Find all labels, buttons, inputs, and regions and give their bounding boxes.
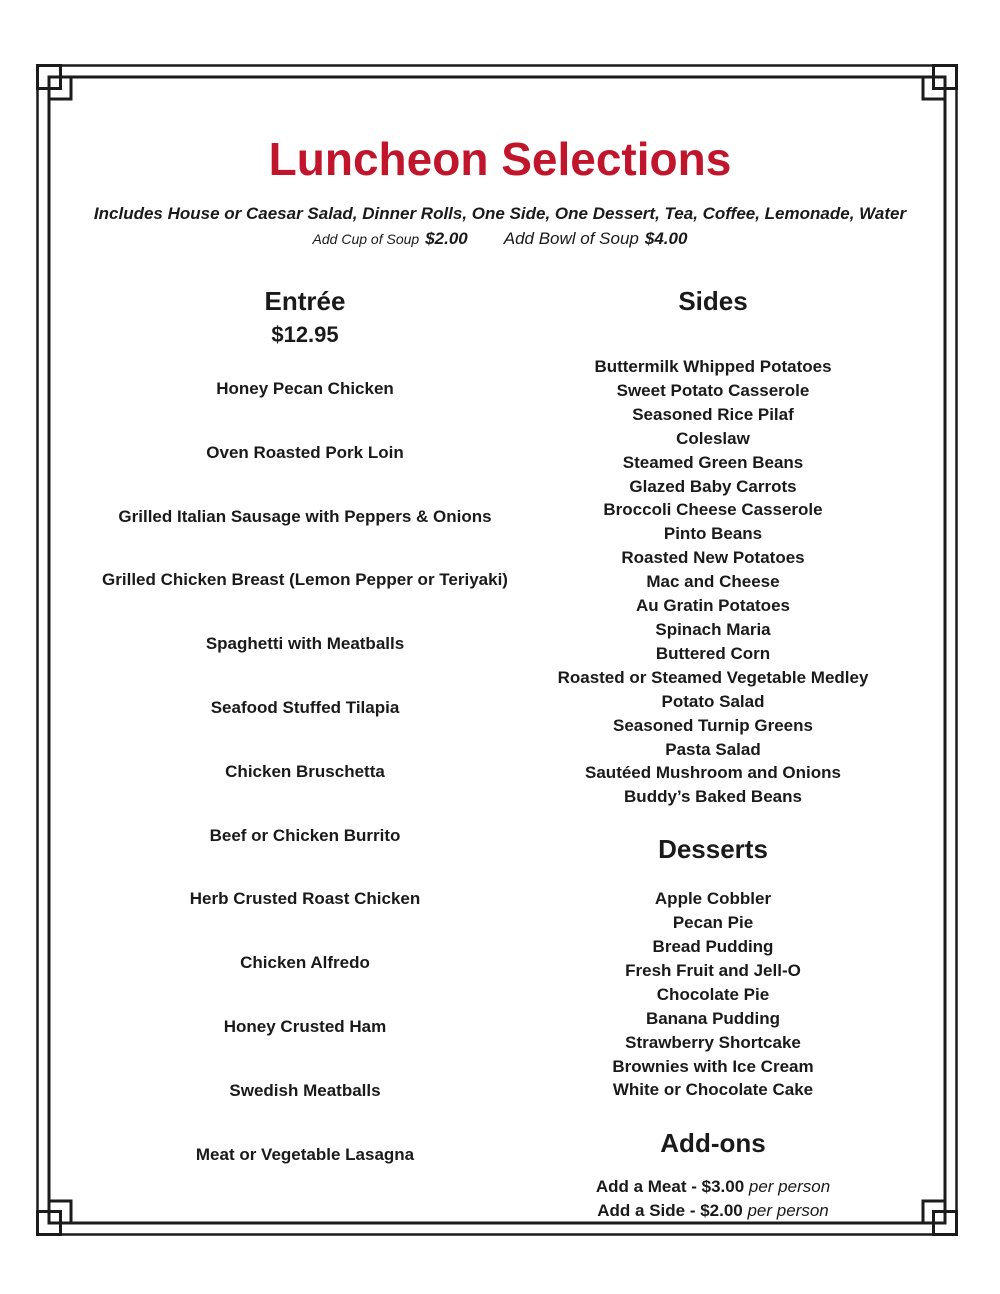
- list-item: Seasoned Turnip Greens: [613, 715, 813, 735]
- list-item: Buddy’s Baked Beans: [624, 787, 802, 807]
- list-item: Seafood Stuffed Tilapia: [210, 697, 400, 717]
- list-item: Seasoned Rice Pilaf: [632, 404, 794, 424]
- sides-list: [513, 355, 913, 809]
- list-item: Banana Pudding: [645, 1008, 781, 1028]
- list-item: Pinto Beans: [663, 524, 763, 544]
- list-item: Fresh Fruit and Jell-O: [625, 960, 801, 980]
- list-item: Strawberry Shortcake: [625, 1032, 801, 1052]
- soup-cup-label: Add Cup of Soup: [312, 231, 420, 247]
- border-knot-top-right: [923, 66, 957, 100]
- addons-list: [513, 1175, 913, 1223]
- list-item: Pecan Pie: [672, 913, 754, 933]
- border-knot-bottom-right: [923, 1201, 957, 1235]
- list-item: Swedish Meatballs: [229, 1080, 381, 1100]
- list-item: Chicken Alfredo: [240, 953, 370, 973]
- list-item: Brownies with Ice Cream: [612, 1056, 814, 1076]
- border-knot-bottom-left: [38, 1201, 72, 1235]
- list-item: Roasted New Potatoes: [621, 548, 805, 568]
- list-item: Coleslaw: [676, 428, 750, 448]
- list-item: Sautéed Mushroom and Onions: [585, 763, 841, 783]
- list-item: Herb Crusted Roast Chicken: [189, 889, 421, 909]
- list-item: Broccoli Cheese Casserole: [603, 500, 823, 520]
- soup-bowl-price: $4.00: [644, 229, 688, 248]
- addons-heading: Add-ons: [660, 1128, 766, 1159]
- list-item: Grilled Chicken Breast (Lemon Pepper or Teriyaki): [102, 570, 508, 590]
- list-item: Spaghetti with Meatballs: [205, 634, 405, 654]
- list-item: Meat or Vegetable Lasagna: [195, 1144, 415, 1164]
- list-item: Steamed Green Beans: [622, 452, 804, 472]
- desserts-list: [513, 887, 913, 1102]
- sides-column: [513, 288, 913, 1223]
- entrees-list: [75, 379, 535, 1165]
- entrees-price: $12.95: [271, 322, 339, 347]
- list-item: Sweet Potato Casserole: [616, 380, 810, 400]
- addon-meat-suffix: per person: [744, 1177, 831, 1197]
- list-item: Honey Crusted Ham: [223, 1016, 387, 1036]
- list-item: Beef or Chicken Burrito: [209, 825, 401, 845]
- soup-bowl-label: Add Bowl of Soup: [503, 229, 639, 248]
- addon-side-label: Add a Side - $2.00: [597, 1201, 743, 1221]
- entrees-heading: Entrée: [264, 286, 346, 316]
- list-item: Mac and Cheese: [646, 572, 780, 592]
- list-item: Chocolate Pie: [656, 984, 770, 1004]
- list-item: [513, 1199, 913, 1223]
- list-item: Bread Pudding: [652, 937, 774, 957]
- list-item: Au Gratin Potatoes: [636, 596, 790, 616]
- soup-cup-price: $2.00: [425, 229, 468, 248]
- list-item: Roasted or Steamed Vegetable Medley: [557, 667, 869, 687]
- included-items-note: Includes House or Caesar Salad, Dinner Rolls, One Side, One Dessert, Tea, Coffee, Lemonade, Water: [93, 204, 907, 223]
- addon-side-suffix: per person: [742, 1201, 829, 1221]
- soup-cup-option: [313, 229, 468, 249]
- entrees-column: [75, 288, 535, 1165]
- desserts-heading: Desserts: [658, 834, 768, 865]
- list-item: White or Chocolate Cake: [612, 1080, 814, 1100]
- soup-bowl-option: [504, 229, 688, 249]
- border-knot-top-left: [38, 66, 72, 100]
- list-item: Potato Salad: [661, 691, 765, 711]
- list-item: [513, 1175, 913, 1199]
- list-item: Oven Roasted Pork Loin: [206, 442, 404, 462]
- list-item: Buttered Corn: [655, 643, 771, 663]
- list-item: Glazed Baby Carrots: [629, 476, 797, 496]
- list-item: Pasta Salad: [665, 739, 761, 759]
- list-item: Honey Pecan Chicken: [216, 379, 394, 398]
- list-item: Chicken Bruschetta: [225, 761, 385, 781]
- sides-heading: Sides: [678, 286, 748, 316]
- page-title: Luncheon Selections: [268, 133, 732, 185]
- list-item: Apple Cobbler: [654, 889, 772, 909]
- soup-addon-line: [0, 229, 1000, 249]
- list-item: Buttermilk Whipped Potatoes: [594, 357, 832, 376]
- list-item: Spinach Maria: [655, 619, 771, 639]
- list-item: Grilled Italian Sausage with Peppers & Onions: [118, 506, 492, 526]
- addon-meat-label: Add a Meat - $3.00: [595, 1177, 745, 1197]
